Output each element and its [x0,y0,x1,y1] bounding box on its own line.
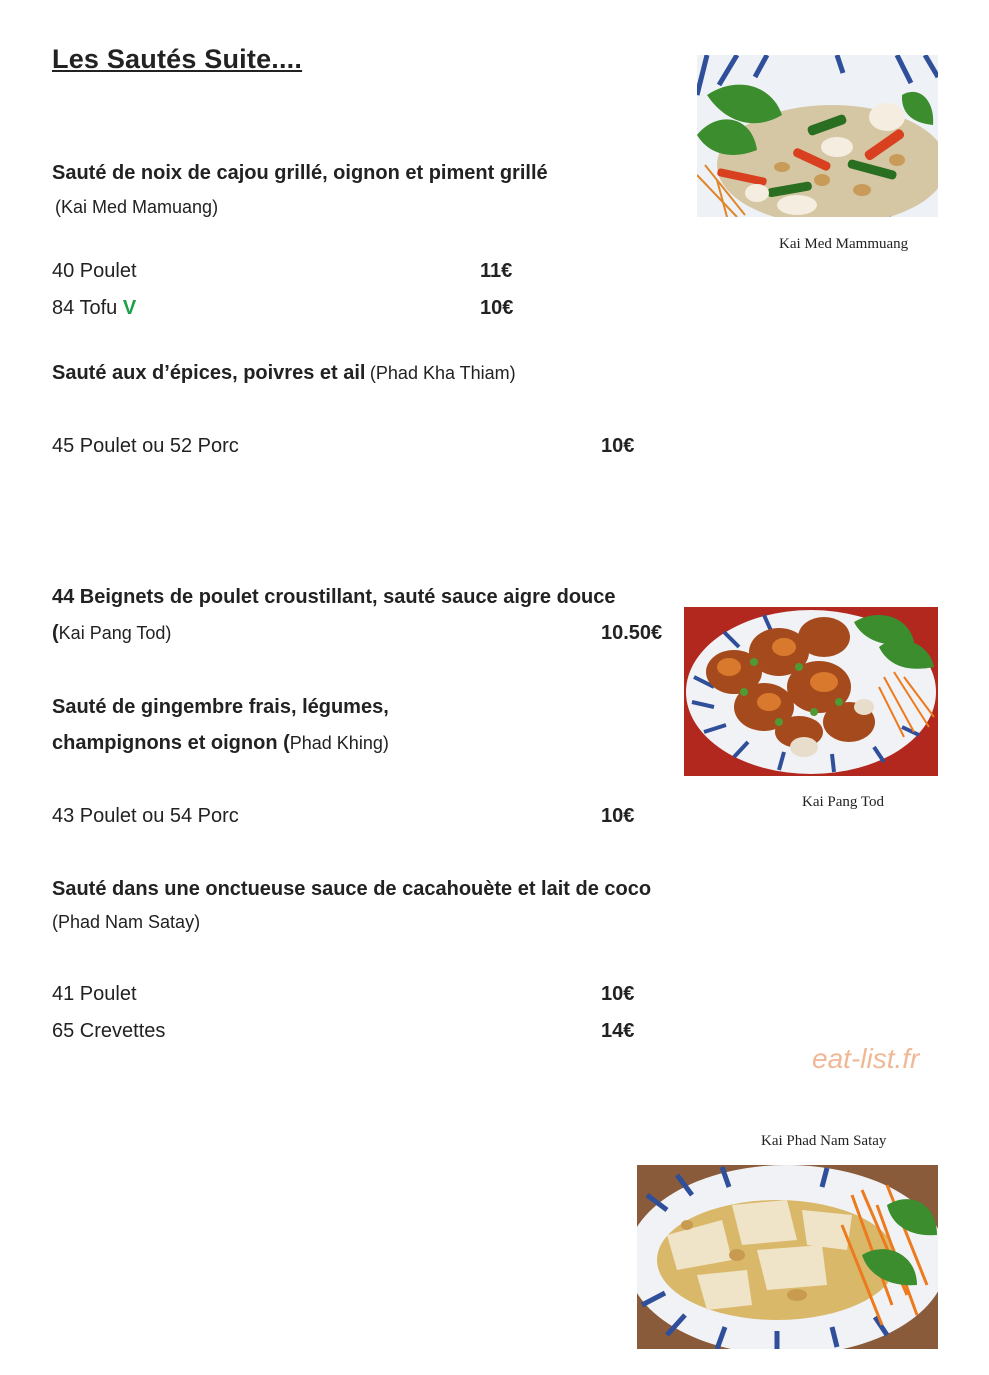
page-title: Les Sautés Suite.... [52,44,303,74]
dish-thai-name: (Phad Nam Satay) [52,912,201,932]
menu-line-label: 43 Poulet ou 54 Porc [52,805,239,827]
dish-heading [52,362,516,385]
dish-thai-name: (Phad Kha Thiam) [369,363,516,383]
dish-photo-kai-phad-nam-satay [637,1165,938,1349]
dish-thai-name: Phad Khing) [289,733,389,753]
vegetarian-mark: V [122,297,137,319]
menu-line-price: 10€ [480,297,514,319]
menu-line-label: 41 Poulet [52,983,137,1005]
menu-line-price: 14€ [601,1020,635,1042]
dish-name: champignons et oignon ( [52,732,290,754]
photo-caption: Kai Med Mammuang [779,236,909,252]
menu-line-label [52,297,136,320]
menu-line-price: 11€ [480,260,513,282]
thai-name-text: Kai Pang Tod) [58,623,172,643]
dish-name: Sauté aux d’épices, poivres et ail [52,362,366,384]
watermark: eat-list.fr [812,1043,920,1074]
menu-line-price: 10€ [601,983,635,1005]
dish-name: Sauté dans une onctueuse sauce de cacahouète et lait de coco [52,878,652,900]
menu-line-label: 65 Crevettes [52,1020,166,1042]
menu-line-price: 10€ [601,435,635,457]
photo-caption: Kai Phad Nam Satay [761,1133,887,1149]
menu-line-price: 10.50€ [601,622,663,644]
paren-open: ( [52,622,59,644]
menu-line-text: 84 Tofu [52,297,118,319]
dish-photo-kai-med-mamuang [697,55,938,217]
menu-line-label: 40 Poulet [52,260,137,282]
dish-name: 44 Beignets de poulet croustillant, sauté sauce aigre douce [52,586,616,608]
menu-line-label: 45 Poulet ou 52 Porc [52,435,239,457]
dish-name: Sauté de gingembre frais, légumes, [52,696,389,718]
menu-line-price: 10€ [601,805,635,827]
photo-caption: Kai Pang Tod [802,794,885,810]
dish-photo-kai-pang-tod [684,607,938,776]
dish-name: Sauté de noix de cajou grillé, oignon et piment grillé [52,162,548,184]
dish-heading [52,732,389,755]
dish-thai-name [52,622,171,645]
dish-thai-name: (Kai Med Mamuang) [55,197,219,217]
